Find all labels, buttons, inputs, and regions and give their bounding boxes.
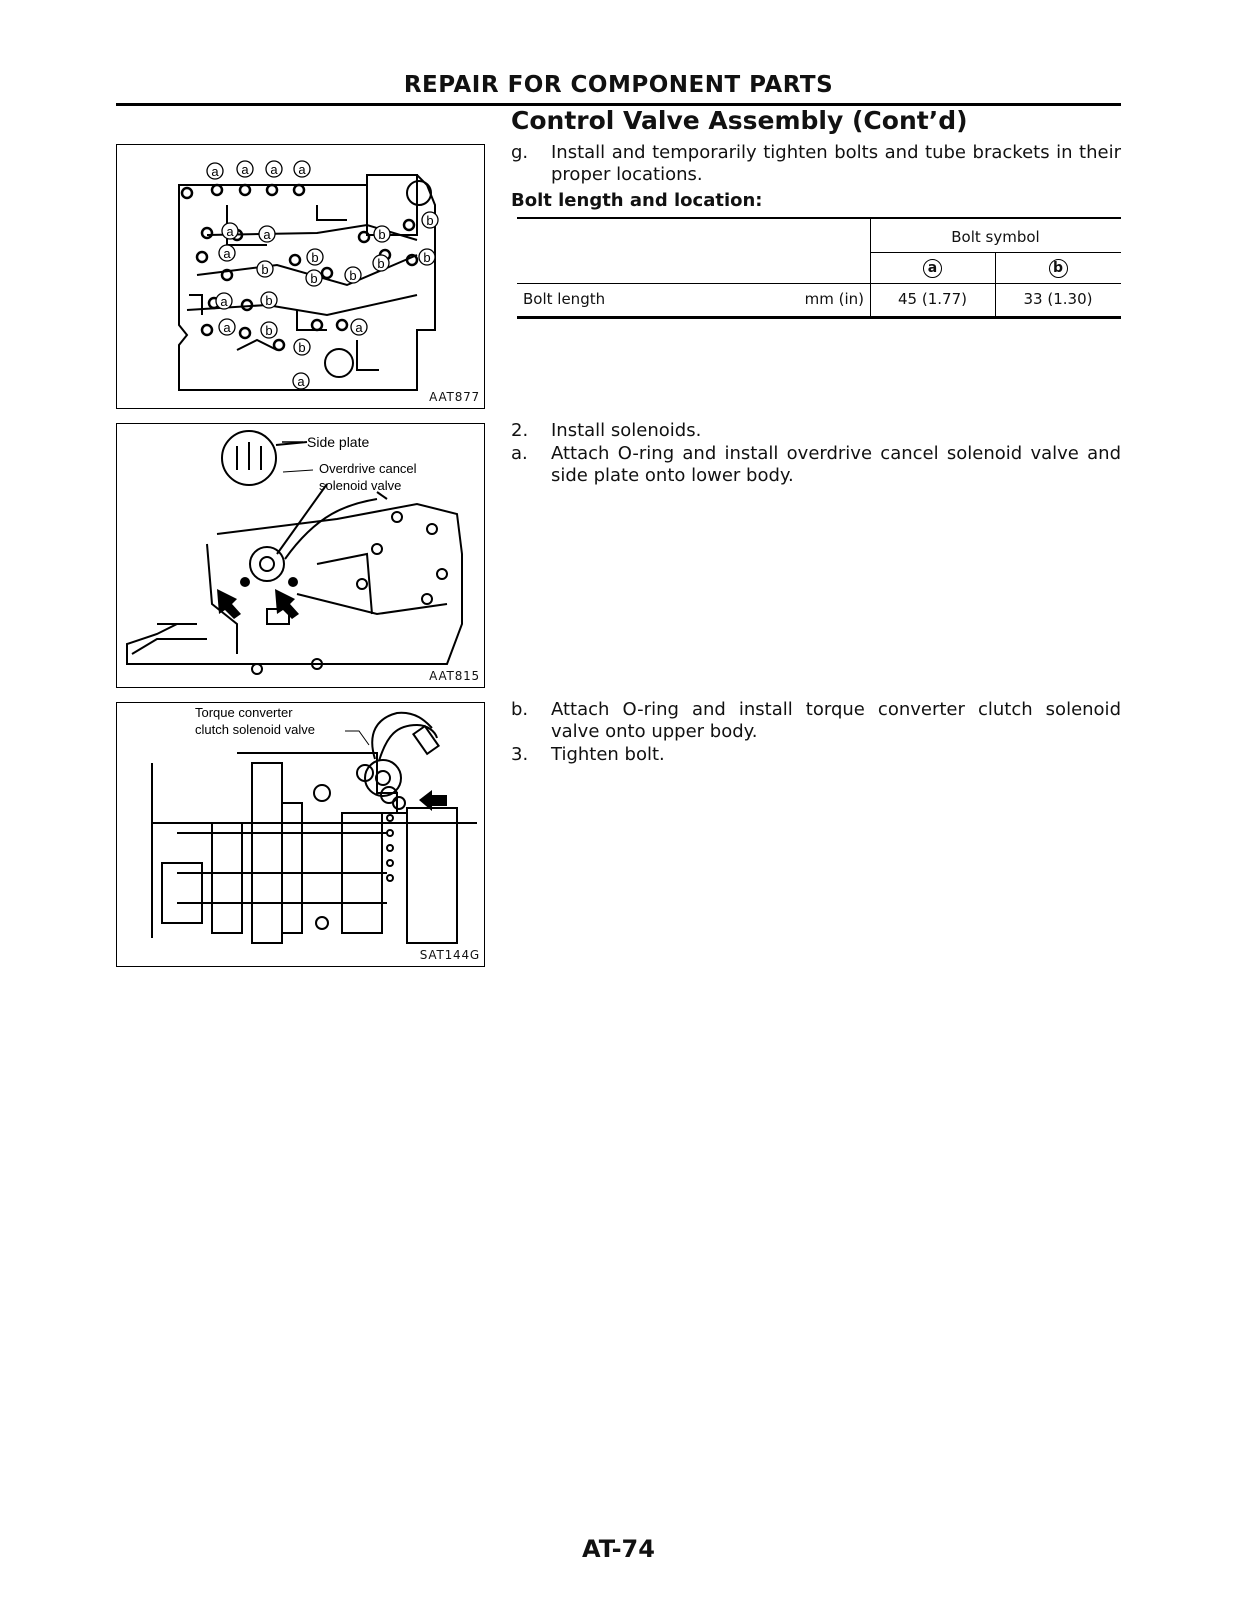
svg-text:a: a bbox=[263, 227, 271, 242]
bolt-symbol-b: b bbox=[1049, 259, 1068, 278]
step-g bbox=[511, 142, 1121, 186]
step-2b bbox=[511, 699, 1121, 743]
step-marker: g. bbox=[511, 142, 529, 163]
svg-text:a: a bbox=[241, 162, 249, 177]
step-text: Install solenoids. bbox=[551, 420, 702, 441]
step-text: Install and temporarily tighten bolts and tube brackets in their proper locations. bbox=[551, 142, 1121, 185]
page-number: AT-74 bbox=[582, 1535, 655, 1563]
svg-text:b: b bbox=[426, 213, 434, 228]
step-text: Attach O-ring and install torque converter clutch solenoid valve onto upper body. bbox=[551, 699, 1121, 742]
svg-text:a: a bbox=[226, 224, 234, 239]
svg-text:b: b bbox=[265, 293, 273, 308]
page-header-title: REPAIR FOR COMPONENT PARTS bbox=[403, 72, 834, 98]
svg-text:a: a bbox=[298, 162, 306, 177]
valve-body-drawing-2 bbox=[117, 703, 484, 966]
svg-text:a: a bbox=[270, 162, 278, 177]
svg-text:a: a bbox=[223, 320, 231, 335]
tcc-label-line2: clutch solenoid valve bbox=[195, 722, 315, 737]
figure-torque-converter-solenoid bbox=[116, 702, 485, 967]
section-title: Control Valve Assembly (Cont’d) bbox=[511, 106, 968, 135]
svg-text:a: a bbox=[211, 164, 219, 179]
svg-text:a: a bbox=[355, 320, 363, 335]
step-marker: 2. bbox=[511, 420, 529, 441]
tcc-label-line1: Torque converter bbox=[195, 705, 293, 720]
row-unit: mm (in) bbox=[804, 290, 864, 308]
figure-bolt-locations bbox=[116, 144, 485, 409]
step-marker: a. bbox=[511, 443, 528, 464]
figure-code: AAT815 bbox=[429, 669, 480, 683]
svg-text:a: a bbox=[220, 294, 228, 309]
solenoid-drawing bbox=[117, 424, 484, 687]
side-plate-label: Side plate bbox=[307, 434, 370, 450]
bolt-symbol-header: Bolt symbol bbox=[951, 228, 1040, 246]
overdrive-label-line1: Overdrive cancel bbox=[319, 461, 417, 476]
step-text: Attach O-ring and install overdrive cancel solenoid valve and side plate onto lower body. bbox=[551, 443, 1121, 486]
svg-text:b: b bbox=[261, 262, 269, 277]
figure-overdrive-solenoid bbox=[116, 423, 485, 688]
bolt-b-label: b bbox=[298, 340, 306, 355]
svg-text:a: a bbox=[223, 246, 231, 261]
bolt-symbol-a: a bbox=[923, 259, 942, 278]
row-label: Bolt length bbox=[523, 290, 606, 308]
figure-code: AAT877 bbox=[429, 390, 480, 404]
step-marker: 3. bbox=[511, 744, 529, 765]
svg-text:b: b bbox=[423, 250, 431, 265]
step-3 bbox=[511, 744, 1121, 766]
valve-body-drawing bbox=[117, 145, 484, 408]
bolt-length-b: 33 (1.30) bbox=[1023, 290, 1093, 308]
svg-text:b: b bbox=[378, 227, 386, 242]
step-2 bbox=[511, 420, 1121, 442]
step-text: Tighten bolt. bbox=[551, 744, 665, 765]
step-2a bbox=[511, 443, 1121, 487]
svg-text:b: b bbox=[265, 323, 273, 338]
svg-text:a: a bbox=[297, 374, 305, 389]
bolt-length-a: 45 (1.77) bbox=[898, 290, 967, 308]
overdrive-label-line2: solenoid valve bbox=[319, 478, 402, 493]
svg-text:b: b bbox=[349, 268, 357, 283]
svg-text:b: b bbox=[377, 256, 385, 271]
bolt-heading: Bolt length and location: bbox=[511, 190, 763, 211]
step-marker: b. bbox=[511, 699, 529, 720]
figure-code: SAT144G bbox=[419, 948, 480, 962]
svg-text:b: b bbox=[310, 271, 318, 286]
svg-text:b: b bbox=[311, 250, 319, 265]
